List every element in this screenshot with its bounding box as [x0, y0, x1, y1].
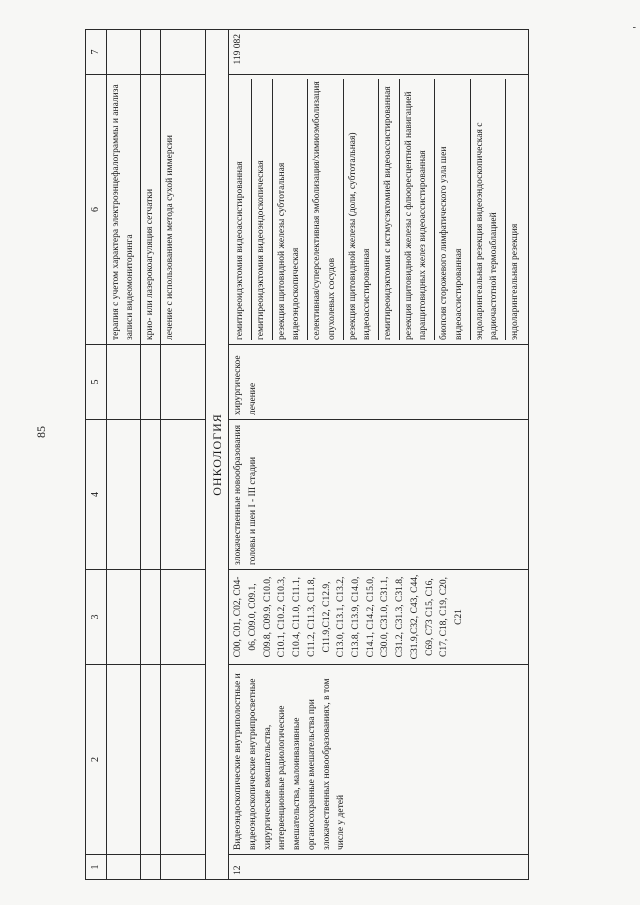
section-row [205, 30, 229, 880]
rotated-table-container [85, 30, 630, 880]
col-num-6: 6 [86, 75, 107, 345]
diagnosis: злокачественные новообразования головы и шеи I - III стадии [229, 420, 529, 570]
col-num-1: 1 [86, 855, 107, 880]
list-item: резекция щитовидной железы (доли, субтотальная) видеоассистированная [344, 79, 379, 340]
icd-codes: C00, C01, C02, C04-06, C09.0, C09.1, C09.8, C09.9, C10.0, C10.1, C10.2, C10.3, C10.4, C11.0, C11.1, C11.2, C11.3, C11.8, C11.9,C12, C12.9, C13.0, C13.1, C13.2, C13.8, C13.9, C14.0, C14.1, C14.2, C15.0, C30.0, C31.0, C31.1, C31.2, C31.3, C31.8, C31.9,C32, C43, C44, C69, C73 C15, C16, C17, C18, C19, C20, C21 [229, 570, 529, 665]
treatment-method: терапия с учетом характера электроэнцефалограммы и анализа записи видеомониторинга [106, 75, 140, 345]
table-row [229, 30, 529, 880]
list-item: гемитиреоидэктомия с истмусэктомией видеоассистированная [379, 79, 400, 340]
corner-mark: - [632, 22, 636, 33]
treatment-methods-list [229, 75, 529, 345]
medical-care-table [85, 29, 529, 880]
col-num-2: 2 [86, 665, 107, 855]
cost-value: 119 082 [229, 30, 529, 75]
col-num-5: 5 [86, 345, 107, 420]
col-num-4: 4 [86, 420, 107, 570]
intervention-description: Видеоэндоскопические внутриполостные и видеоэндоскопические внутрипросветные хирургические вмешательства, интервенционные радиологические вмешательства, малоинвазивные органосохранные вмешательства при злокачественных новообразованиях, в том числе у детей [229, 665, 529, 855]
treatment-method: лечение с использованием метода сухой иммерсии [160, 75, 205, 345]
section-title: ОНКОЛОГИЯ [205, 30, 229, 880]
list-item: резекция щитовидной железы с флюоресцентной навигацией паращитовидных желез видеоассистированная [400, 79, 435, 340]
treatment-method: крио- или лазерокоагуляция сетчатки [140, 75, 160, 345]
page-number: 85 [34, 426, 48, 438]
list-item: биопсия сторожевого лимфатического узла шеи видеоассистированная [435, 79, 470, 340]
column-number-row [86, 30, 107, 880]
list-item: гемитиреоидэктомия видеоассистированная [231, 79, 252, 340]
treatment-type: хирургическое лечение [229, 345, 529, 420]
list-item: эндоларингеальная резекция видеоэндоскопическая с радиочастотной термоаблацией [471, 79, 506, 340]
list-item: резекция щитовидной железы субтотальная видеоэндоскопическая [273, 79, 308, 340]
list-item: селективная/суперселективная эмболизация/химиоэмболизация опухолевых сосудов [308, 79, 343, 340]
list-item: эндоларингеальная резекция [510, 223, 521, 340]
row-number: 12 [229, 855, 529, 880]
continuation-row-2 [140, 30, 160, 880]
col-num-7: 7 [86, 30, 107, 75]
continuation-row-3 [160, 30, 205, 880]
continuation-row-1 [106, 30, 140, 880]
col-num-3: 3 [86, 570, 107, 665]
list-item: гемитиреоидэктомия видеоэндоскопическая [252, 79, 273, 340]
